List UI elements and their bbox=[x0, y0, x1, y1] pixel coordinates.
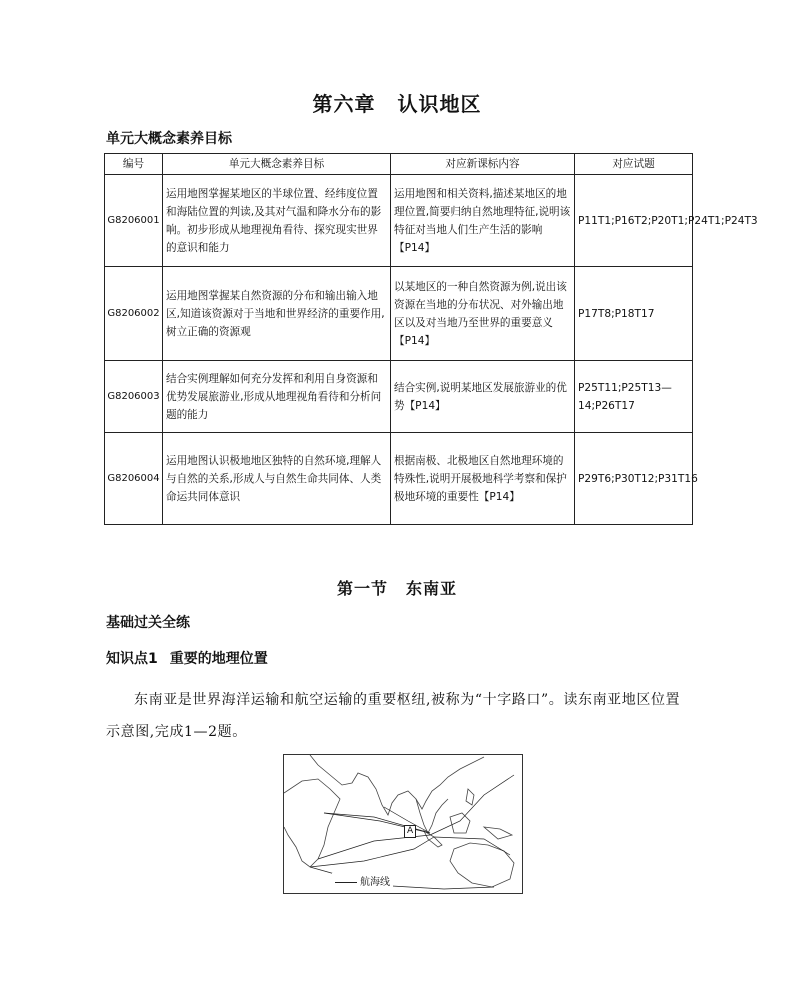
goals-table bbox=[104, 153, 758, 525]
table-row bbox=[105, 361, 693, 433]
knowledge-point-heading bbox=[106, 648, 268, 668]
table-header-row bbox=[105, 154, 693, 175]
row-standard: 结合实例,说明某地区发展旅游业的优势【P14】 bbox=[391, 361, 575, 433]
row-standard: 运用地图和相关资料,描述某地区的地理位置,简要归纳自然地理特征,说明该特征对当地人们生产生活的影响【P14】 bbox=[391, 175, 575, 267]
row-code: G8206004 bbox=[105, 433, 163, 525]
row-code: G8206003 bbox=[105, 361, 163, 433]
route-line bbox=[318, 835, 430, 859]
chapter-title bbox=[0, 88, 794, 117]
table-row bbox=[105, 175, 693, 267]
australia-coast bbox=[450, 843, 514, 887]
row-items: P11T1;P16T2;P20T1;P24T1;P24T3 bbox=[575, 175, 693, 267]
row-goal: 运用地图认识极地地区独特的自然环境,理解人与自然的关系,形成人与自然生命共同体、人类命运共同体意识 bbox=[163, 433, 391, 525]
unit-goals-heading: 单元大概念素养目标 bbox=[106, 131, 232, 147]
southeast-asia-map bbox=[283, 754, 523, 894]
newguinea-island bbox=[484, 827, 512, 839]
map-legend bbox=[332, 873, 393, 888]
legend-text: 航海线 bbox=[360, 877, 390, 888]
row-code: G8206001 bbox=[105, 175, 163, 267]
header-code: 编号 bbox=[105, 154, 163, 175]
chapter-name: 认识地区 bbox=[397, 92, 482, 116]
header-standard: 对应新课标内容 bbox=[391, 154, 575, 175]
row-goal: 结合实例理解如何充分发挥和利用自身资源和优势发展旅游业,形成从地理视角看待和分析问题的能力 bbox=[163, 361, 391, 433]
row-standard: 根据南极、北极地区自然地理环境的特殊性,说明开展极地科学考察和保护极地环境的重要性【P14】 bbox=[391, 433, 575, 525]
legend-line-icon bbox=[335, 882, 357, 883]
point-a-label: A bbox=[404, 825, 416, 838]
practice-heading: 基础过关全练 bbox=[106, 615, 190, 631]
header-items: 对应试题 bbox=[575, 154, 693, 175]
row-goal: 运用地图掌握某地区的半球位置、经纬度位置和海陆位置的判读,及其对气温和降水分布的影响。初步形成从地理视角看待、探究现实世界的意识和能力 bbox=[163, 175, 391, 267]
knowledge-point-title: 重要的地理位置 bbox=[169, 651, 268, 667]
table-row bbox=[105, 267, 693, 361]
chapter-label: 第六章 bbox=[312, 92, 376, 116]
question-paragraph: 东南亚是世界海洋运输和航空运输的重要枢纽,被称为“十字路口”。读东南亚地区位置示意图,完成1—2题。 bbox=[106, 692, 681, 740]
table-row bbox=[105, 433, 693, 525]
row-goal: 运用地图掌握某自然资源的分布和输出输入地区,知道该资源对于当地和世界经济的重要作用,树立正确的资源观 bbox=[163, 267, 391, 361]
africa-coast bbox=[284, 779, 340, 867]
row-items: P25T11;P25T13—14;P26T17 bbox=[575, 361, 693, 433]
row-standard: 以某地区的一种自然资源为例,说出该资源在当地的分布状况、对外输出地区以及对当地乃至世界的重要意义【P14】 bbox=[391, 267, 575, 361]
row-code: G8206002 bbox=[105, 267, 163, 361]
route-line bbox=[434, 837, 510, 855]
asia-coast bbox=[310, 755, 484, 815]
knowledge-point-label: 知识点1 bbox=[106, 651, 158, 667]
section-name: 东南亚 bbox=[406, 579, 458, 598]
section-label: 第一节 bbox=[336, 579, 388, 598]
philippines-island bbox=[466, 789, 474, 805]
section-title bbox=[0, 576, 794, 599]
borneo-island bbox=[450, 813, 470, 833]
header-goal: 单元大概念素养目标 bbox=[163, 154, 391, 175]
row-items: P29T6;P30T12;P31T16 bbox=[575, 433, 693, 525]
map-drawing bbox=[284, 755, 522, 893]
row-items: P17T8;P18T17 bbox=[575, 267, 693, 361]
